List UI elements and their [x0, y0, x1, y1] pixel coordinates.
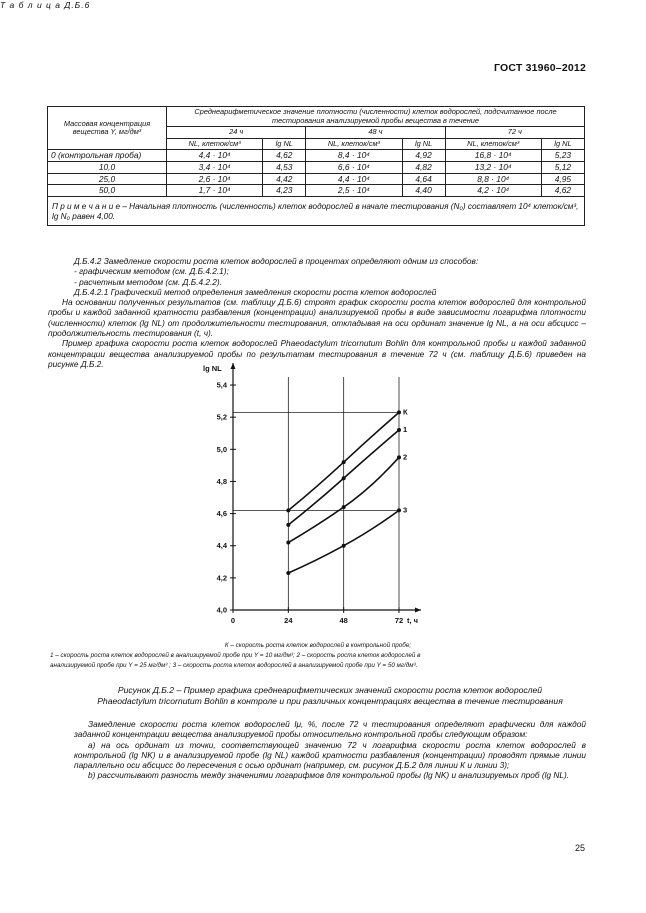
- y-tick-label: 5,2: [216, 412, 227, 422]
- table-note: П р и м е ч а н и е – Начальная плотность (численность) клеток водорослей в начале тестирования (N₀) составляет 10⁴ клеток/см³, lg N₀ равен 4,00.: [48, 196, 585, 225]
- sub-nl-header: NL, клеток/см³: [306, 138, 402, 150]
- data-point: [342, 476, 346, 480]
- table-row: 10,0 3,4 · 10⁴ 4,53 6,6 · 10⁴ 4,82 13,2 · 10⁴ 5,12: [48, 161, 585, 173]
- series-label: 3: [403, 505, 408, 515]
- chart-axes: [230, 363, 421, 613]
- series-label: 1: [403, 425, 408, 435]
- data-point: [397, 428, 401, 432]
- series-label: К: [403, 407, 408, 417]
- series-label: 2: [403, 452, 408, 462]
- sub-lg-header: lg NL: [541, 138, 584, 150]
- standard-number: ГОСТ 31960–2012: [493, 62, 586, 74]
- table-row: 50,0 1,7 · 10⁴ 4,23 2,5 · 10⁴ 4,40 4,2 · 10⁴ 4,62: [48, 185, 585, 197]
- period-24-header: 24 ч: [167, 127, 306, 139]
- figure-caption-line: Рисунок Д.Б.2 – Пример графика среднеарифметических значений скорости роста клеток водорослей: [117, 685, 543, 695]
- figure-caption: [74, 685, 586, 706]
- data-point: [286, 523, 290, 527]
- y-axis-arrow: [231, 363, 236, 369]
- paragraph: а) на ось ординат из точки, соответствующей значению 72 ч логарифма скорости роста клеток водорослей в контрольной (lg NK) и в анализируемой пробе (lg NL) каждой кратности разбавления (концентрации) проводят прямые линии параллельно оси абсцисс до пересечения с осью ординат (например, см. рисунок Д.Б.2 для линии К и линии 3);: [74, 739, 586, 771]
- paragraph: Д.Б.4.2 Замедление скорости роста клеток водорослей в процентах определяют одним из способов:: [74, 256, 479, 266]
- x-tick-label: 48: [339, 616, 348, 625]
- table-row: 25,0 2,6 · 10⁴ 4,42 4,4 · 10⁴ 4,64 8,8 · 10⁴ 4,95: [48, 173, 585, 185]
- x-axis-label: t, ч: [407, 616, 419, 625]
- main-header: Среднеарифметическое значение плотности (численности) клеток водорослей, подсчитанное после тестирования анализируемой пробы вещества в течение: [167, 107, 585, 127]
- y-axis-label: lg NL: [203, 364, 222, 373]
- paragraph: Пример графика скорости роста клеток водорослей Phaeodactylum tricornutum Bohlin для контрольной пробы и каждой заданной концентрации вещества анализируемой пробы по результатам тестирования в течение 72 ч (см. таблицу Д.Б.6) приведен на рисунке Д.Б.2.: [48, 338, 586, 369]
- y-tick-label: 4,6: [216, 509, 227, 519]
- data-point: [286, 508, 290, 512]
- data-point: [342, 505, 346, 509]
- growth-rate-chart: [190, 362, 430, 638]
- col-concentration-header: Массовая концентрация вещества Y, мг/дм³: [48, 107, 167, 150]
- paragraph: - графическим методом (см. Д.Б.4.2.1);: [74, 266, 229, 277]
- y-tick-label: 5,4: [216, 380, 227, 390]
- paragraph: b) рассчитывают разность между значениями логарифмов для контрольной пробы (lg NK) и анализируемых проб (lg NL).: [88, 770, 570, 781]
- legend-line: 1 – скорость роста клеток водорослей в анализируемой пробе при Y = 10 мг/дм³; 2 – скорость роста клеток водорослей в: [50, 652, 421, 659]
- figure-legend: [50, 641, 586, 671]
- x-axis-arrow: [415, 608, 421, 613]
- data-point: [397, 410, 401, 414]
- section-text-1: [48, 256, 586, 369]
- data-point: [286, 571, 290, 575]
- x-tick-label: 72: [394, 616, 404, 625]
- data-point: [342, 544, 346, 548]
- data-point: [342, 460, 346, 464]
- table-row: 0 (контрольная проба) 4,4 · 10⁴ 4,62 8,4 · 10⁴ 4,92 16,8 · 10⁴ 5,23: [48, 150, 585, 162]
- paragraph: - расчетным методом (см. Д.Б.4.2.2).: [74, 276, 222, 287]
- chart-grid: [233, 377, 399, 610]
- sub-lg-header: lg NL: [263, 138, 306, 150]
- legend-line: К – скорость роста клеток водорослей в контрольной пробе;: [224, 642, 412, 649]
- chart-labels: [203, 364, 418, 625]
- data-point: [397, 508, 401, 512]
- y-tick-label: 4,0: [216, 605, 227, 615]
- y-tick-label: 5,0: [216, 444, 227, 454]
- period-72-header: 72 ч: [445, 127, 584, 139]
- page-number: 25: [574, 843, 585, 853]
- legend-line: анализируемой пробе при Y = 25 мг/дм³ ; 3 – скорость роста клеток водорослей в анализируемой пробе при Y = 50 мг/дм³.: [50, 662, 418, 669]
- data-point: [397, 455, 401, 459]
- section-text-2: [74, 719, 586, 781]
- period-48-header: 48 ч: [306, 127, 445, 139]
- results-table: [47, 106, 585, 226]
- figure-caption-line: Phaeodactylum tricornutum Bohlin в контроле и при различных концентрациях вещества в течение тестирования: [97, 695, 563, 706]
- paragraph: Д.Б.4.2.1 Графический метод определения замедления скорости роста клеток водорослей: [74, 286, 437, 297]
- y-tick-label: 4,2: [216, 573, 227, 583]
- table-caption: Т а б л и ц а Д.Б.6: [0, 0, 91, 10]
- y-tick-label: 4,8: [216, 476, 227, 486]
- x-tick-label: 24: [284, 616, 293, 625]
- data-point: [286, 541, 290, 545]
- sub-nl-header: NL, клеток/см³: [445, 138, 541, 150]
- paragraph: Замедление скорости роста клеток водорослей Iμ, %, после 72 ч тестирования определяют графически для каждой заданной концентрации вещества анализируемой пробы относительно контрольной пробы следующим образом:: [74, 719, 586, 740]
- paragraph: На основании полученных результатов (см. таблицу Д.Б.6) строят график скорости роста клеток водорослей для контрольной пробы и каждой заданной кратности разбавления (концентрации) анализируемой пробы в виде зависимости логарифма плотности (численности) клеток (lg NL) от продолжительности тестирования, откладывая на оси ординат значение lg NL, а на оси абсцисс – продолжительность тестирования (t, ч).: [48, 297, 586, 339]
- y-tick-label: 4,4: [216, 541, 227, 551]
- sub-nl-header: NL, клеток/см³: [167, 138, 263, 150]
- x-tick-label: 0: [230, 616, 236, 625]
- sub-lg-header: lg NL: [402, 138, 445, 150]
